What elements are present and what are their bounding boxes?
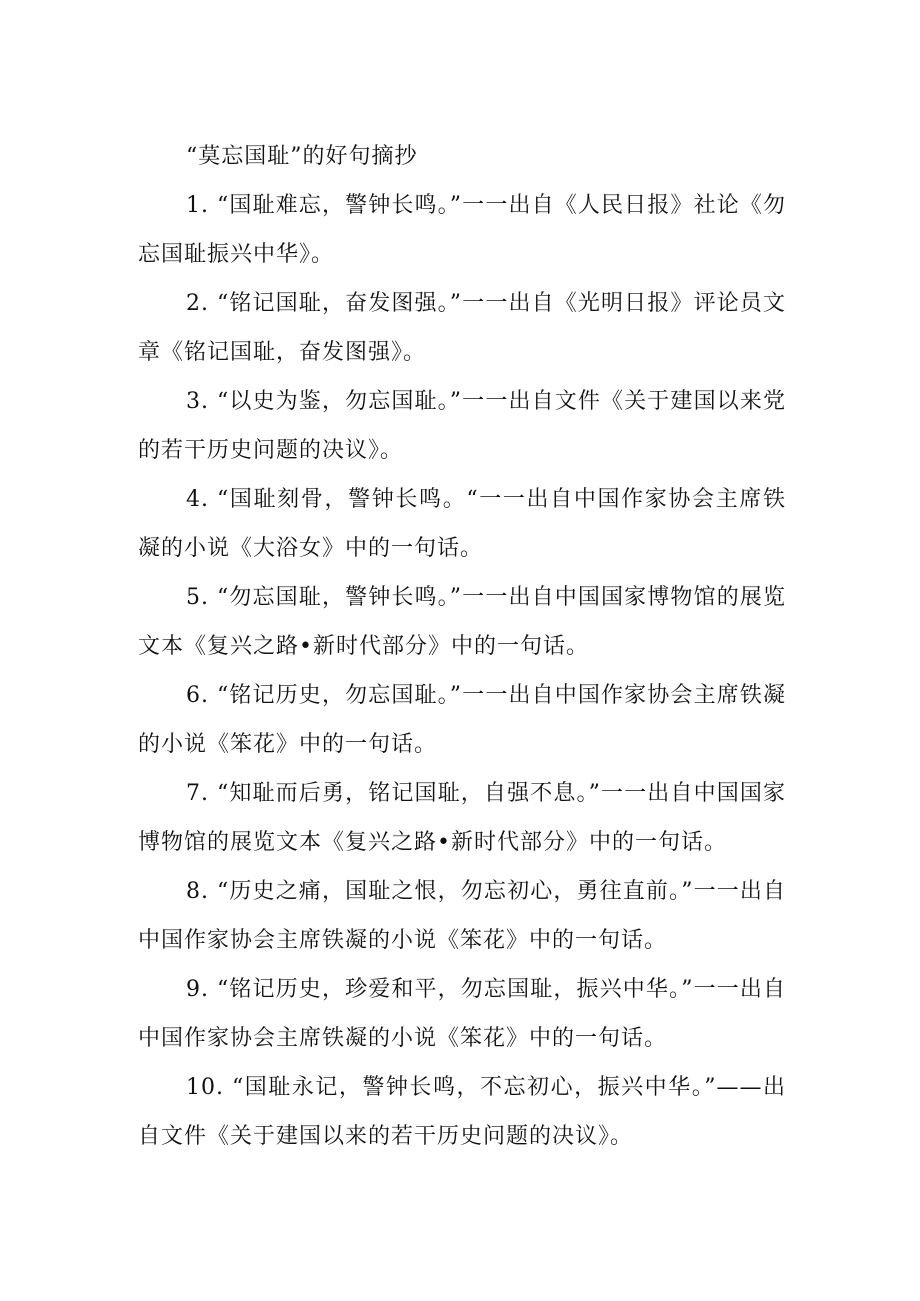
quote-text: “铭记历史，勿忘国耻。”一一出自中国作家协会主席铁凝的小说《笨花》中的一句话。 bbox=[138, 683, 786, 757]
quote-text: “国耻刻骨，警钟长鸣。“一一出自中国作家协会主席铁凝的小说《大浴女》中的一句话。 bbox=[138, 487, 786, 561]
quote-text: “以史为鉴，勿忘国耻。”一一出自文件《关于建国以来党的若干历史问题的决议》。 bbox=[138, 389, 786, 463]
quote-text: “历史之痛，国耻之恨，勿忘初心，勇往直前。”一一出自中国作家协会主席铁凝的小说《笨花》中的一句话。 bbox=[138, 879, 786, 953]
quote-item-1 bbox=[138, 181, 786, 279]
quote-item-8 bbox=[138, 867, 786, 965]
quote-text: “国耻永记，警钟长鸣，不忘初心，振兴中华。”——出自文件《关于建国以来的若干历史问题的决议》。 bbox=[138, 1075, 786, 1149]
quote-text: “勿忘国耻，警钟长鸣。”一一出自中国国家博物馆的展览文本《复兴之路•新时代部分》中的一句话。 bbox=[138, 585, 786, 659]
quote-number: 5. bbox=[186, 585, 209, 610]
quote-item-2 bbox=[138, 279, 786, 377]
quote-item-10 bbox=[138, 1063, 786, 1161]
quote-item-6 bbox=[138, 671, 786, 769]
quote-item-9 bbox=[138, 965, 786, 1063]
quote-item-3 bbox=[138, 377, 786, 475]
quote-item-4 bbox=[138, 475, 786, 573]
quote-number: 8. bbox=[186, 879, 209, 904]
quote-number: 9. bbox=[186, 977, 209, 1002]
quote-item-7 bbox=[138, 769, 786, 867]
quote-text: “国耻难忘，警钟长鸣。”一一出自《人民日报》社论《勿忘国耻振兴中华》。 bbox=[138, 193, 786, 267]
document-title: “莫忘国耻”的好句摘抄 bbox=[186, 144, 418, 169]
quote-number: 7. bbox=[186, 781, 209, 806]
quote-number: 6. bbox=[186, 683, 209, 708]
quote-number: 1. bbox=[186, 193, 209, 218]
quote-number: 4. bbox=[186, 487, 209, 512]
quote-text: “知耻而后勇，铭记国耻，自强不息。”一一出自中国国家博物馆的展览文本《复兴之路•新时代部分》中的一句话。 bbox=[138, 781, 786, 855]
quote-number: 2. bbox=[186, 291, 209, 316]
quote-text: “铭记国耻，奋发图强。”一一出自《光明日报》评论员文章《铭记国耻，奋发图强》。 bbox=[138, 291, 786, 365]
document-body bbox=[138, 132, 786, 1161]
quote-item-5 bbox=[138, 573, 786, 671]
quote-text: “铭记历史，珍爱和平，勿忘国耻，振兴中华。”一一出自中国作家协会主席铁凝的小说《笨花》中的一句话。 bbox=[138, 977, 786, 1051]
quote-number: 3. bbox=[186, 389, 209, 414]
quote-number: 10. bbox=[186, 1075, 224, 1100]
